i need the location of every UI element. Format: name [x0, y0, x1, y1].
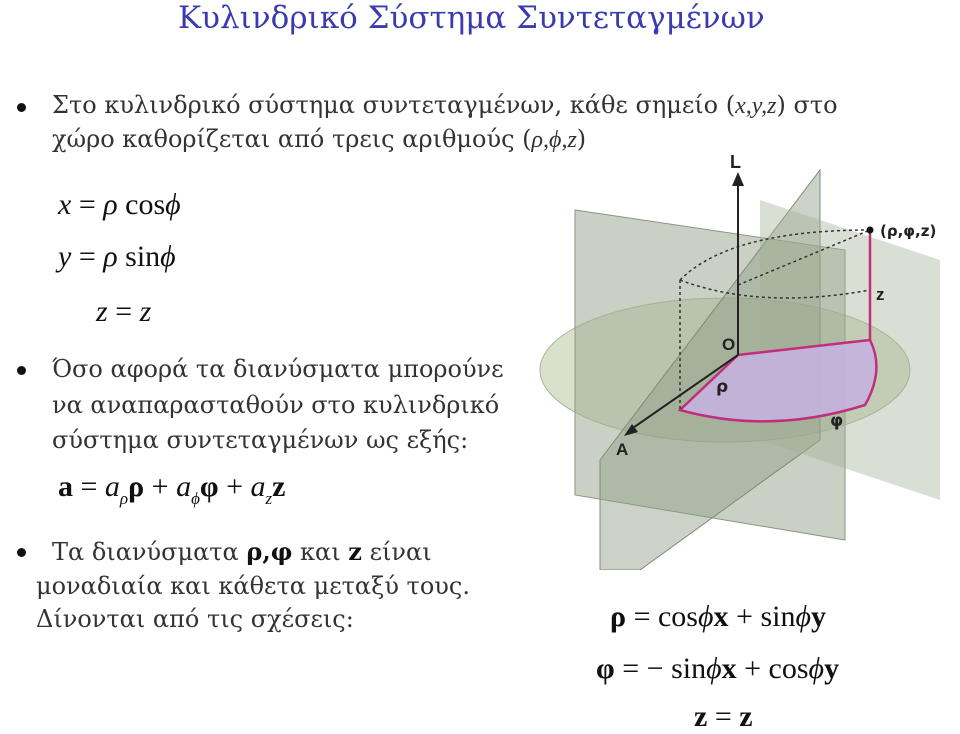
- cylindrical-coordinates-figure: [520, 140, 960, 570]
- eq-plus: +: [736, 600, 753, 633]
- eq-angle: ϕ: [160, 240, 176, 273]
- eq-plus: +: [744, 652, 762, 685]
- text: είναι: [361, 538, 432, 566]
- page-title: Κυλινδρικό Σύστημα Συντεταγμένων: [178, 0, 765, 36]
- eq-fn: cos: [768, 652, 809, 685]
- text-vars: ρ,ϕ,z: [531, 127, 577, 153]
- label-rho: ρ: [716, 377, 729, 397]
- equation-y: [58, 240, 176, 274]
- eq-equals: =: [115, 295, 133, 328]
- label-A: A: [616, 440, 629, 459]
- eq-equals: =: [622, 652, 640, 685]
- eq-angle: ϕ: [808, 652, 825, 685]
- unit-z: z: [739, 700, 753, 733]
- eq-equals: =: [78, 188, 96, 221]
- label-O: O: [722, 335, 736, 354]
- eq-fn: sin: [760, 600, 796, 633]
- eq-fn: sin: [125, 240, 161, 273]
- bullet-2-line-1: Όσο αφορά τα διανύσματα μπορούνε: [52, 355, 504, 383]
- eq-angle: ϕ: [706, 652, 722, 685]
- text: και: [292, 538, 349, 566]
- bullet-1: [17, 103, 26, 112]
- coef: a: [176, 470, 192, 503]
- vec-lhs: a: [58, 470, 73, 503]
- text: ): [576, 125, 587, 153]
- bullet-3-line-3: Δίνονται από τις σχέσεις:: [36, 605, 354, 633]
- unit-rho: ρ: [610, 600, 627, 633]
- label-phi: φ: [830, 411, 844, 431]
- eq-angle: ϕ: [697, 600, 714, 633]
- unit-z: z: [694, 700, 708, 733]
- bullet-3-line-1: [52, 536, 432, 568]
- unit-z: z: [272, 470, 286, 503]
- bullet-3: [17, 548, 26, 557]
- eq-equals: =: [714, 700, 732, 733]
- equation-z-unit: [694, 700, 753, 734]
- eq-angle: ϕ: [165, 188, 181, 221]
- eq-equals: =: [80, 470, 98, 503]
- coef: a: [104, 470, 120, 503]
- equation-x: [58, 188, 181, 222]
- label-point: (ρ,φ,z): [880, 222, 937, 240]
- unit-x: x: [713, 600, 729, 633]
- unit-y: y: [810, 600, 826, 633]
- bullet-3-line-2: μοναδιαία και κάθετα μεταξύ τους.: [36, 572, 470, 600]
- eq-lhs: y: [58, 240, 72, 273]
- equation-phi-unit: [596, 652, 839, 686]
- sub-phi: ϕ: [191, 489, 200, 508]
- eq-minus: −: [646, 652, 664, 685]
- eq-equals: =: [633, 600, 651, 633]
- text: Τα διανύσματα: [52, 538, 247, 566]
- eq-plus: +: [226, 470, 244, 503]
- label-z: z: [876, 285, 885, 304]
- bullet-2: [17, 366, 26, 375]
- eq-angle: ϕ: [795, 600, 811, 633]
- eq-fn: cos: [657, 600, 698, 633]
- label-L: L: [730, 152, 741, 172]
- text: ) στο: [776, 91, 838, 119]
- sub-rho: ρ: [119, 489, 129, 508]
- eq-fn: sin: [671, 652, 707, 685]
- text-vars: x,y,z: [735, 93, 777, 119]
- bullet-2-line-2: να αναπαρασταθούν στο κυλινδρικό: [52, 391, 500, 419]
- eq-lhs: x: [58, 188, 72, 221]
- eq-plus: +: [151, 470, 169, 503]
- bullet-1-line-1: [52, 90, 838, 122]
- eq-var: ρ: [103, 240, 118, 273]
- text: χώρο καθορίζεται από τρεις αριθμούς (: [52, 125, 532, 153]
- text-vecs: ρ,φ: [246, 537, 293, 566]
- coef: a: [250, 470, 266, 503]
- bullet-1-line-2: [52, 124, 586, 156]
- axis-L-arrow: [732, 172, 744, 186]
- text: Στο κυλινδρικό σύστημα συντεταγμένων, κάθε σημείο (: [52, 91, 736, 119]
- equation-z: [96, 295, 151, 329]
- bullet-2-line-3: σύστημα συντεταγμένων ως εξής:: [52, 426, 469, 454]
- equation-rho-unit: [610, 600, 826, 634]
- unit-phi: φ: [596, 652, 615, 685]
- unit-y: y: [824, 652, 840, 685]
- unit-x: x: [721, 652, 737, 685]
- unit-rho: ρ: [128, 470, 145, 503]
- text-z: z: [348, 537, 362, 566]
- sub-z: z: [265, 489, 273, 508]
- eq-equals: =: [78, 240, 96, 273]
- unit-phi: φ: [199, 470, 219, 503]
- eq-rhs: z: [139, 295, 152, 328]
- point-marker: [867, 227, 874, 234]
- eq-lhs: z: [96, 295, 108, 328]
- eq-fn: cos: [125, 188, 166, 221]
- eq-var: ρ: [103, 188, 118, 221]
- vector-equation: [58, 470, 286, 509]
